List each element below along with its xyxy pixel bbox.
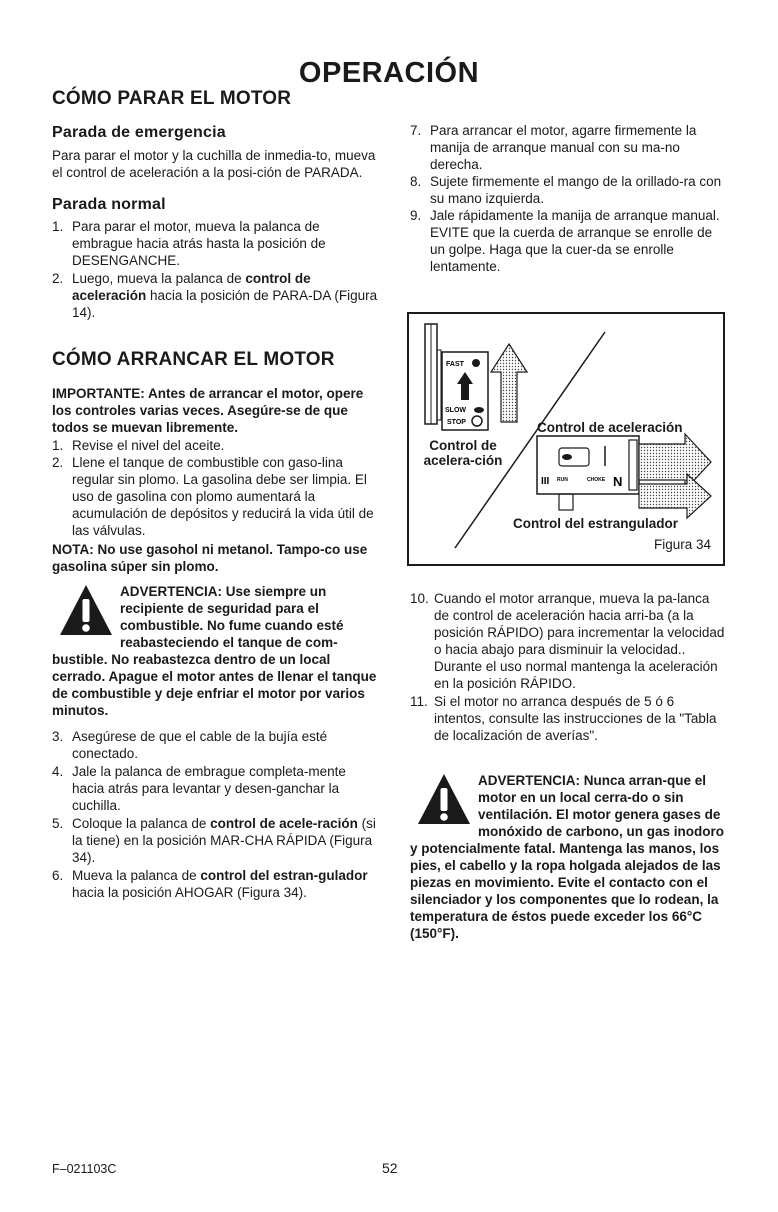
svg-text:III: III (541, 476, 550, 487)
decal-choke-label: CHOKE (587, 477, 606, 483)
page-title: OPERACIÓN (298, 57, 480, 89)
rabbit-icon (472, 359, 480, 367)
document-code: F–021103C (52, 1162, 117, 1176)
decal-run-label: RUN (557, 477, 568, 483)
list-item: 7. Para arrancar el motor, agarre firmemente la manija de arranque manual con su ma-no derecha. (410, 123, 697, 172)
choke-label: Control del estrangulador (513, 516, 679, 531)
list-item: 8. Sujete firmemente el mango de la orillado-ra con su mano izquierda. (410, 174, 722, 206)
right-column-bottom (410, 590, 728, 942)
list-item: 9. Jale rápidamente la manija de arranque manual. EVITE que la cuerda de arranque se enrolle de un golpe. Haga que la cuer-da se enrolle lentamente. (410, 208, 720, 274)
right-column (410, 122, 728, 275)
list-item: 1. Revise el nivel del aceite. (52, 438, 225, 453)
throttle-label-left: Control de acelera-ción (423, 438, 503, 468)
throttle-right-arrow-icon (639, 434, 711, 490)
figure-caption: Figura 34 (653, 537, 711, 552)
list-item: 6. Mueva la palanca de control del estran-gulador hacia la posición AHOGAR (Figura 34). (52, 868, 368, 900)
start-steps-d (410, 590, 728, 744)
fuel-warning: ADVERTENCIA: Use siempre un recipiente de seguridad para el combustible. No fume cuando esté reabasteciendo el tanque de com-bustible. No reabastezca dentro de un local cerrado. Apague el motor antes de llenar el tanque de combustible y deje enfriar el motor por varios minutos. (52, 584, 377, 718)
page-number: 52 (382, 1160, 398, 1176)
start-steps-b (52, 728, 378, 901)
emergency-stop-title: Parada de emergencia (52, 124, 226, 141)
rabbit-small-icon (562, 454, 572, 460)
decal-fast-label: FAST (446, 361, 464, 368)
decal-stop-label: STOP (447, 419, 466, 426)
list-item: 3. Asegúrese de que el cable de la bujía esté conectado. (52, 729, 328, 761)
normal-stop-title: Parada normal (52, 196, 166, 213)
list-item: 5. Coloque la palanca de control de acele-ración (si la tiene) en la posición MAR-CHA RÁPIDA (Figura 34). (52, 816, 376, 865)
decal-slow-label: SLOW (445, 407, 466, 414)
stop-icon (472, 416, 482, 426)
fuel-note: NOTA: No use gasohol ni metanol. Tampo-co use gasolina súper sin plomo. (52, 542, 368, 574)
stop-section-title: CÓMO PARAR EL MOTOR (52, 88, 292, 109)
svg-text:N: N (613, 474, 623, 489)
list-item: 10. Cuando el motor arranque, mueva la pa-lanca de control de aceleración hacia arri-ba (a la posición RÁPIDO) para incrementar la velocidad o hacia abajo para disminuir la velocidad.. Durante el uso normal mantenga la aceleración en la posición RÁPIDO. (410, 591, 725, 691)
list-item: 4. Jale la palanca de embrague completa-mente hacia atrás para levantar y desen-ganchar la cuchilla. (52, 764, 346, 813)
turtle-icon (474, 407, 484, 413)
list-item: 2. Luego, mueva la palanca de control de aceleración hacia la posición de PARA-DA (Figura 14). (52, 271, 378, 320)
list-item: 1. Para parar el motor, mueva la palanca de embrague hacia atrás hasta la posición de DESENGANCHE. (52, 219, 326, 268)
normal-stop-steps (52, 218, 378, 321)
throttle-up-arrow-icon (491, 344, 527, 422)
figure-34 (407, 312, 725, 566)
important-note: IMPORTANTE: Antes de arrancar el motor, opere los controles varias veces. Asegúre-se de que todos se muevan libremente. (52, 386, 364, 435)
emergency-stop-text: Para parar el motor y la cuchilla de inmedia-to, mueva el control de aceleración a la posi-ción de PARADA. (52, 148, 376, 180)
list-item: 2. Llene el tanque de combustible con gaso-lina regular sin plomo. La gasolina debe ser limpia. El uso de gasolina con plomo aumentará la acumulación de depósitos y reducirá la vida útil de las válvulas. (52, 455, 374, 538)
throttle-label-top: Control de aceleración (537, 420, 683, 435)
list-item: 11. Si el motor no arranca después de 5 ó 6 intentos, consulte las instrucciones de la "Tabla de localización de averías". (410, 694, 717, 743)
up-arrow-icon (457, 372, 473, 400)
start-steps-c (410, 122, 728, 275)
start-section-title: CÓMO ARRANCAR EL MOTOR (52, 349, 335, 370)
warning-triangle-icon (58, 583, 114, 637)
exhaust-warning: ADVERTENCIA: Nunca arran-que el motor en un local cerra-do o sin ventilación. El motor genera gases de monóxido de carbono, un gas inodoro y potencialmente fatal. Mantenga las manos, los pies, el cabello y la ropa holgada alejados de las piezas en movimiento. Evite el contacto con el silenciador y los componentes que lo rodean, la temperatura de éstos puede exceder los 66°C (150°F). (410, 773, 724, 941)
warning-triangle-icon (416, 772, 472, 826)
left-column (52, 88, 378, 901)
start-steps-a (52, 437, 378, 539)
